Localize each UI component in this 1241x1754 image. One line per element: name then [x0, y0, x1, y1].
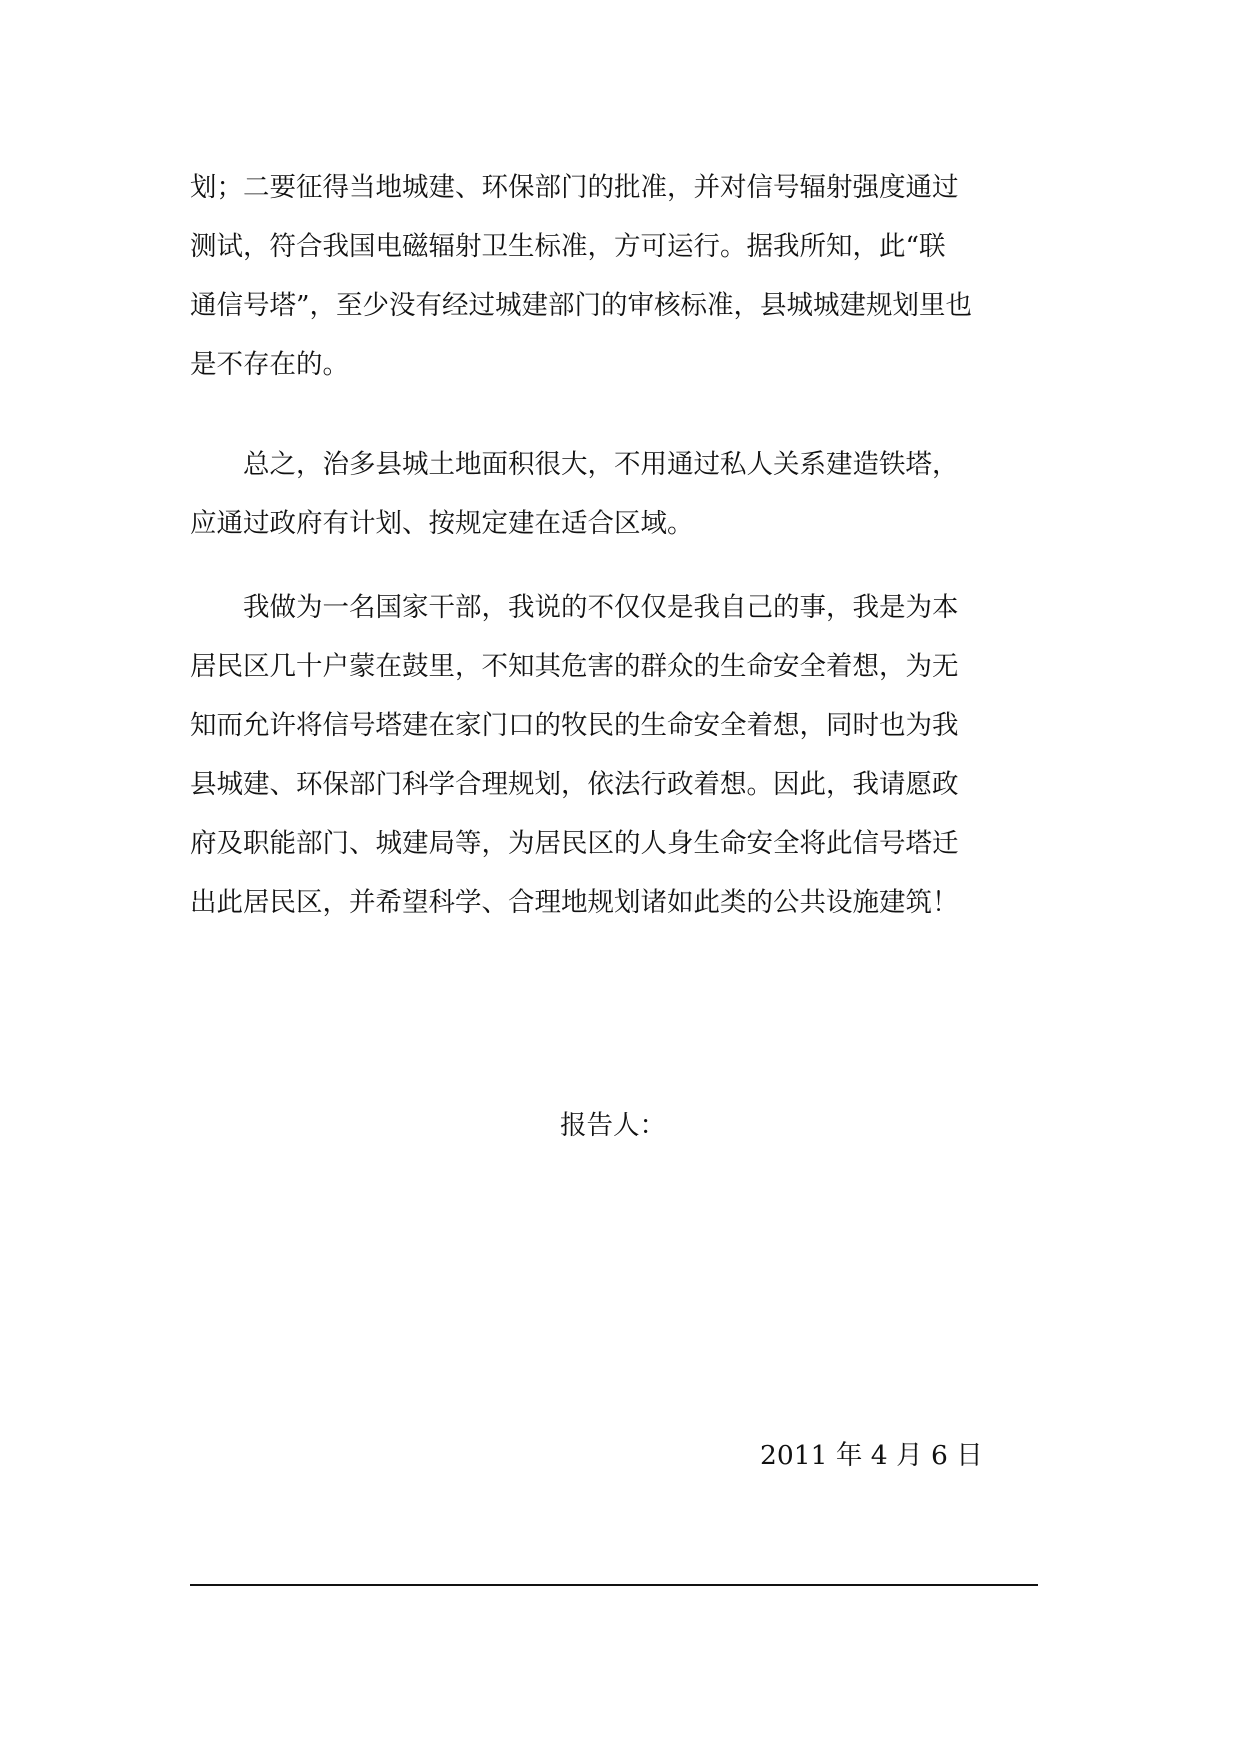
paragraph-line: 是不存在的。 — [190, 349, 349, 380]
paragraph-line: 总之，治多县城土地面积很大，不用通过私人关系建造铁塔， — [190, 449, 959, 480]
paragraph-line: 县城建、环保部门科学合理规划，依法行政着想。因此，我请愿政 — [190, 769, 959, 800]
paragraph-2 — [190, 435, 1060, 553]
paragraph-line: 通信号塔”，至少没有经过城建部门的审核标准，县城城建规划里也 — [190, 290, 973, 321]
reporter-label: 报告人： — [560, 1110, 666, 1141]
footer-divider — [190, 1584, 1038, 1586]
paragraph-line: 居民区几十户蒙在鼓里，不知其危害的群众的生命安全着想，为无 — [190, 651, 959, 682]
paragraph-line: 应通过政府有计划、按规定建在适合区域。 — [190, 508, 694, 539]
paragraph-line: 我做为一名国家干部，我说的不仅仅是我自己的事，我是为本 — [190, 592, 959, 623]
paragraph-line: 府及职能部门、城建局等，为居民区的人身生命安全将此信号塔迁 — [190, 828, 959, 859]
paragraph-line: 出此居民区，并希望科学、合理地规划诸如此类的公共设施建筑！ — [190, 887, 959, 918]
paragraph-3 — [190, 578, 1060, 932]
paragraph-line: 测试，符合我国电磁辐射卫生标准，方可运行。据我所知，此“联 — [190, 231, 946, 262]
document-date: 2011 年 4 月 6 日 — [760, 1440, 983, 1471]
paragraph-line: 划；二要征得当地城建、环保部门的批准，并对信号辐射强度通过 — [190, 172, 959, 203]
paragraph-1 — [190, 158, 1060, 394]
paragraph-line: 知而允许将信号塔建在家门口的牧民的生命安全着想，同时也为我 — [190, 710, 959, 741]
